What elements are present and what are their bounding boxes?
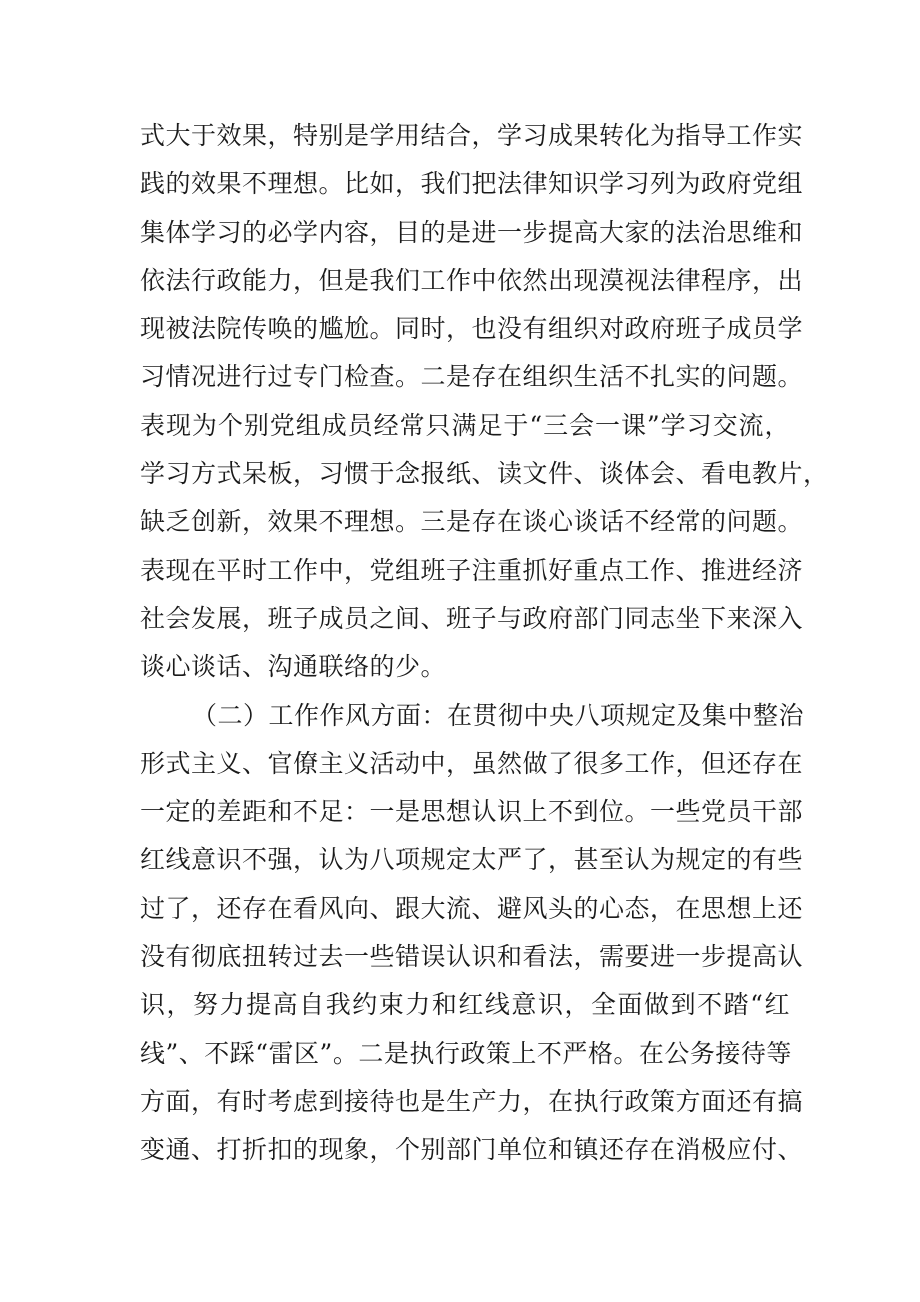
paragraph-end-line: 谈心谈话、沟通联络的少。 bbox=[140, 652, 447, 682]
text-line: 现被法院传唤的尴尬。同时，也没有组织对政府班子成员学 bbox=[140, 314, 804, 344]
text-line: 表现在平时工作中，党组班子注重抓好重点工作、推进经济 bbox=[140, 555, 804, 585]
text-line: 方面，有时考虑到接待也是生产力，在执行政策方面还有搞 bbox=[140, 1086, 804, 1116]
text-line: 社会发展，班子成员之间、班子与政府部门同志坐下来深入 bbox=[140, 603, 804, 633]
text-line: 习情况进行过专门检查。二是存在组织生活不扎实的问题。 bbox=[140, 362, 804, 392]
text-line: 表现为个别党组成员经常只满足于“三会一课”学习交流， bbox=[140, 410, 790, 440]
text-line: 红线意识不强，认为八项规定太严了，甚至认为规定的有些 bbox=[140, 845, 804, 875]
text-line: 集体学习的必学内容，目的是进一步提高大家的法治思维和 bbox=[140, 217, 804, 247]
text-line: 线”、不踩“雷区”。二是执行政策上不严格。在公务接待等 bbox=[140, 1038, 792, 1068]
section-heading-line: （二）工作作风方面：在贯彻中央八项规定及集中整治 bbox=[192, 700, 805, 730]
text-line: 过了，还存在看风向、跟大流、避风头的心态，在思想上还 bbox=[140, 893, 804, 923]
text-line: 缺乏创新，效果不理想。三是存在谈心谈话不经常的问题。 bbox=[140, 507, 804, 537]
text-line: 变通、打折扣的现象，个别部门单位和镇还存在消极应付、 bbox=[140, 1135, 804, 1165]
text-line: 式大于效果，特别是学用结合，学习成果转化为指导工作实 bbox=[140, 121, 804, 150]
text-line: 践的效果不理想。比如，我们把法律知识学习列为政府党组 bbox=[140, 169, 804, 199]
text-line: 一定的差距和不足：一是思想认识上不到位。一些党员干部 bbox=[140, 797, 804, 827]
body-text bbox=[140, 112, 829, 1175]
text-line: 学习方式呆板，习惯于念报纸、读文件、谈体会、看电教片， bbox=[140, 459, 829, 489]
text-line: 形式主义、官僚主义活动中，虽然做了很多工作，但还存在 bbox=[140, 748, 804, 778]
text-line: 识，努力提高自我约束力和红线意识，全面做到不踏“红 bbox=[140, 990, 790, 1020]
text-line: 依法行政能力，但是我们工作中依然出现漠视法律程序，出 bbox=[140, 265, 804, 295]
text-line: 没有彻底扭转过去一些错误认识和看法，需要进一步提高认 bbox=[140, 942, 804, 972]
